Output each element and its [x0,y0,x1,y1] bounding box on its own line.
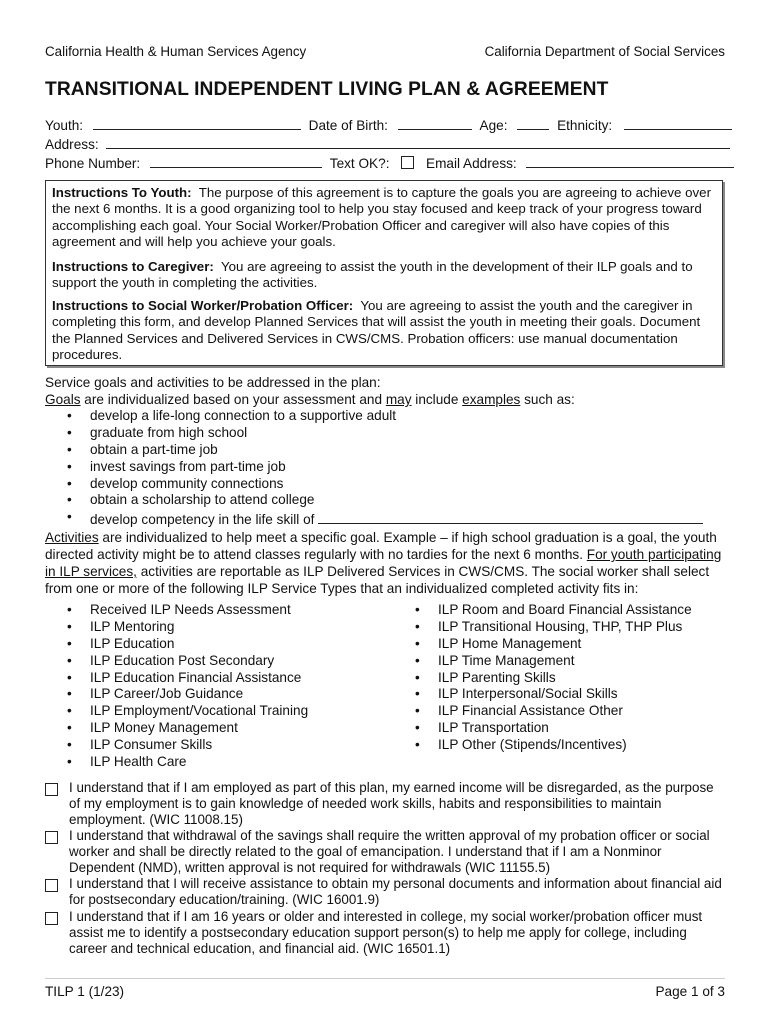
text-ok-checkbox[interactable] [401,156,414,169]
social-worker-instructions [52,298,716,363]
youth-label: Youth: [45,118,84,133]
service-types-left [45,602,308,771]
form-id: TILP 1 (1/23) [45,984,125,999]
acknowledgement-item [45,780,725,828]
activities-text-1: are individualized to help meet a specific goal. Example – if high school graduation is a goal, the youth directed activity might be to attend classes regularly with no tardies for the next 6 months. [45,530,717,562]
acknowledgement-checkbox[interactable] [45,783,58,796]
acknowledgement-checkbox[interactable] [45,912,58,925]
service-type-item: • ILP Education Financial Assistance [45,670,308,687]
service-type-item: • ILP Time Management [393,653,692,670]
goals-list [45,408,703,526]
goal-item: • graduate from high school [45,425,703,442]
service-type-item: • ILP Education [45,636,308,653]
service-type-item: • ILP Parenting Skills [393,670,692,687]
service-type-item: • ILP Home Management [393,636,692,653]
service-type-item: • ILP Money Management [45,720,308,737]
activities-paragraph [45,529,725,597]
youth-info-row [45,115,725,133]
goal-item-life-skill [45,509,703,526]
goals-text-1: are individualized based on your assessment and [84,392,383,407]
acknowledgement-text: I understand that if I am 16 years or older and interested in college, my social worker/probation officer must assist me to identify a postsecondary education support person(s) to help me apply for college, including career and technical education, and financial aid. (WIC 16501.1) [69,909,703,957]
phone-field[interactable] [150,153,322,168]
activities-text-2: activities are reportable as ILP Delivered Services in CWS/CMS. The social worker shall select from one or more of the following ILP Service Types that an individualized completed activity fits in: [45,564,710,596]
youth-instructions-heading: Instructions To Youth: [52,185,192,200]
goals-intro: Service goals and activities to be addressed in the plan: [45,375,381,390]
goal-item: • obtain a scholarship to attend college [45,492,703,509]
age-field[interactable] [517,115,549,130]
activities-word: Activities [45,530,99,545]
service-type-item: • ILP Financial Assistance Other [393,703,692,720]
social-worker-instructions-heading: Instructions to Social Worker/Probation Officer: [52,298,354,313]
acknowledgement-text: I understand that if I am employed as part of this plan, my earned income will be disregarded, as the purpose of my employment is to gain knowledge of needed work skills, habits and responsibilities to maintain employment. (WIC 11008.15) [69,780,714,828]
service-type-item: • ILP Transitional Housing, THP, THP Plus [393,619,692,636]
activities-underlined: For youth participating in ILP services, [45,547,722,579]
youth-name-field[interactable] [93,115,301,130]
page-header [45,44,725,62]
goals-text-2: include [415,392,459,407]
youth-instructions [52,185,716,250]
phone-label: Phone Number: [45,156,141,171]
service-type-item: • ILP Other (Stipends/Incentives) [393,737,692,754]
instructions-box [45,180,723,366]
goal-item: • obtain a part-time job [45,442,703,459]
service-type-item: • ILP Employment/Vocational Training [45,703,308,720]
page-number: Page 1 of 3 [655,984,725,999]
acknowledgement-item [45,876,725,908]
agency-name: California Health & Human Services Agency [45,44,307,59]
page-footer [45,984,725,1002]
address-row [45,134,725,152]
service-type-item: • ILP Consumer Skills [45,737,308,754]
examples-word: examples [462,392,521,407]
ethnicity-field[interactable] [624,115,732,130]
goal-item: • invest savings from part-time job [45,459,703,476]
service-type-item: • ILP Health Care [45,754,308,771]
dob-label: Date of Birth: [308,118,388,133]
goals-word: Goals [45,392,81,407]
email-label: Email Address: [426,156,517,171]
service-type-item: • Received ILP Needs Assessment [45,602,308,619]
service-type-item: • ILP Transportation [393,720,692,737]
service-type-item: • ILP Mentoring [45,619,308,636]
address-field[interactable] [106,134,730,149]
caregiver-instructions-text: You are agreeing to assist the youth in the development of their ILP goals and to support the youth in completing the activities. [52,259,693,291]
caregiver-instructions [52,259,716,292]
footer-divider [45,978,725,979]
goals-text-3: such as: [524,392,575,407]
ethnicity-label: Ethnicity: [557,118,613,133]
service-type-item: • ILP Career/Job Guidance [45,686,308,703]
life-skill-field[interactable] [318,509,703,524]
service-type-item: • ILP Room and Board Financial Assistance [393,602,692,619]
form-title: TRANSITIONAL INDEPENDENT LIVING PLAN & AGREEMENT [45,79,609,100]
email-field[interactable] [526,153,734,168]
goals-description [45,391,725,408]
service-type-item: • ILP Interpersonal/Social Skills [393,686,692,703]
youth-instructions-text: The purpose of this agreement is to capture the goals you are agreeing to achieve over the next 6 months. It is a good organizing tool to help you stay focused and keep track of your progress toward accomplishing each goal. Your Social Worker/Probation Officer and caregiver will also have copies of this agreement and will help you achieve your goals. [52,185,712,249]
acknowledgement-checkbox[interactable] [45,831,58,844]
dob-field[interactable] [398,115,472,130]
department-name: California Department of Social Services [484,44,725,59]
age-label: Age: [479,118,508,133]
may-word: may [385,392,412,407]
service-types-right [393,602,692,754]
acknowledgement-item [45,909,725,957]
caregiver-instructions-heading: Instructions to Caregiver: [52,259,214,274]
social-worker-instructions-text: You are agreeing to assist the youth and the caregiver in completing this form, and develop Planned Services that will assist the youth in meeting their goals. Document the Planned Services and Delivered Services in CWS/CMS. Probation officers: use manual documentation procedures. [52,298,701,362]
text-ok-label: Text OK?: [329,156,390,171]
life-skill-text: develop competency in the life skill of [90,512,315,528]
form-page [45,0,725,1024]
acknowledgement-checkbox[interactable] [45,879,58,892]
acknowledgement-item [45,828,725,876]
service-type-item: • ILP Education Post Secondary [45,653,308,670]
goal-item: • develop community connections [45,476,703,493]
contact-row [45,153,725,171]
address-label: Address: [45,137,99,152]
acknowledgement-text: I understand that I will receive assistance to obtain my personal documents and information about financial aid for postsecondary education/training. (WIC 16001.9) [69,876,722,908]
goal-item: • develop a life-long connection to a supportive adult [45,408,703,425]
acknowledgement-text: I understand that withdrawal of the savings shall require the written approval of my probation officer or social worker and shall be directly related to the goal of emancipation. I understand that if I am a Nonminor Dependent (NMD), written approval is not required for withdrawals (WIC 11155.5) [69,828,710,876]
